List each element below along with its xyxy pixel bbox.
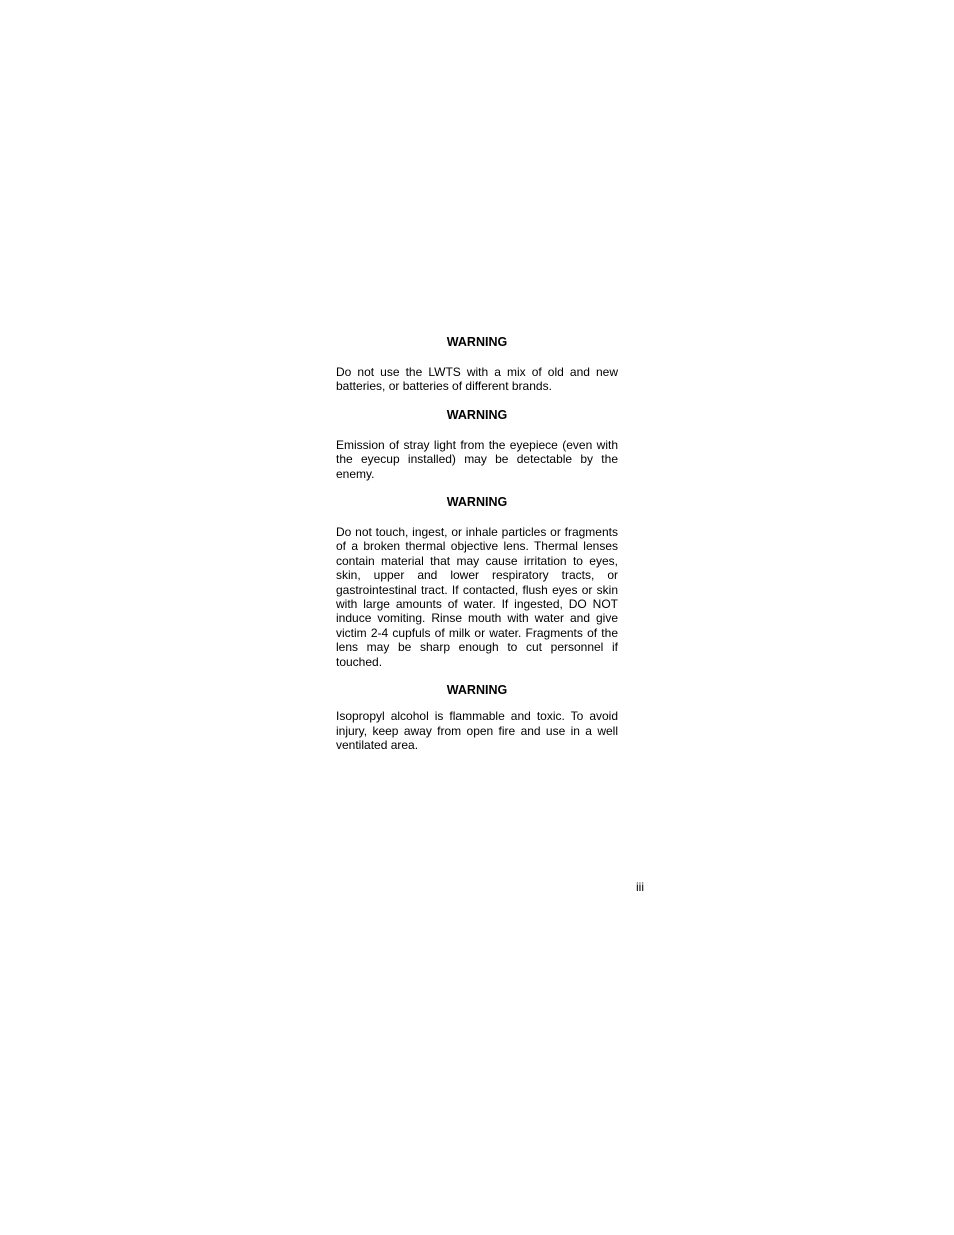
warning-heading: WARNING: [446, 407, 508, 422]
warning-text-stray-light: Emission of stray light from the eyepiece (even with the eyecup installed) may be detectable by the enemy.: [336, 437, 618, 481]
warning-text-broken-lens: Do not touch, ingest, or inhale particles or fragments of a broken thermal objective lens. Thermal lenses contain material that may cause irritation to eyes, skin, upper and lower respiratory tracts, or gastrointestinal tract. If contacted, flush eyes or skin with large amounts of water. If ingested, DO NOT induce vomiting. Rinse mouth with water and give victim 2-4 cupfuls of milk or water. Fragments of the lens may be sharp enough to cut personnel if touched.: [336, 525, 618, 669]
warning-text-isopropyl-alcohol: Isopropyl alcohol is flammable and toxic. To avoid injury, keep away from open fire and use in a well ventilated area.: [336, 709, 618, 752]
warning-heading: WARNING: [446, 495, 508, 510]
page-number: iii: [636, 880, 644, 894]
warning-text-batteries: Do not use the LWTS with a mix of old and new batteries, or batteries of different brands.: [336, 365, 618, 394]
warnings-section: [336, 335, 618, 752]
warning-heading: WARNING: [446, 683, 508, 698]
warning-heading: WARNING: [446, 335, 508, 349]
